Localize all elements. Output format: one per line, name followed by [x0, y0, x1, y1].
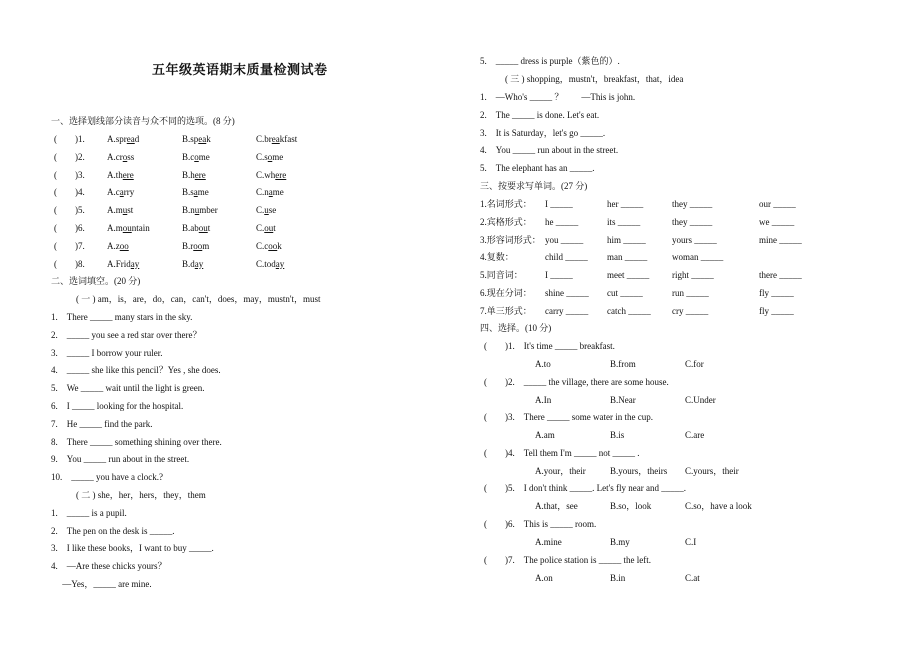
fill-in-item: 6. I _____ looking for the hospital. [51, 401, 184, 411]
word-part: C.br [256, 134, 272, 144]
word-part: C. [256, 223, 265, 233]
option-b [182, 241, 209, 252]
option-c [256, 205, 276, 216]
word-blank: I _____ [545, 199, 573, 209]
choice-question: ( )1. It's time _____ breakfast. [484, 341, 615, 351]
word-part: B.s [182, 187, 194, 198]
choice-option: C.so，have a look [685, 501, 752, 512]
fill-in-item: 1. There _____ many stars in the sky. [51, 312, 193, 322]
word-part: B.d [182, 258, 195, 269]
word-blank: I _____ [545, 270, 573, 281]
row-label: 3.形容词形式： [480, 234, 541, 245]
option-c [256, 187, 284, 198]
choice-option: A.that，see [535, 501, 578, 512]
question-number: ( )5. [54, 205, 85, 216]
word-part: A.th [107, 169, 123, 180]
word-part: C.c [256, 240, 269, 251]
choice-question: ( )6. This is _____ room. [484, 519, 597, 529]
word-blank: run _____ [672, 288, 709, 298]
underlined-letters: u [194, 205, 200, 216]
choice-option: A.your，their [535, 465, 586, 476]
word-part: ss [127, 151, 135, 162]
option-c [256, 241, 282, 252]
fill-in-item: 10. _____ you have a clock.? [51, 472, 163, 483]
choice-option: C.at [685, 572, 700, 583]
word-blank: child _____ [545, 252, 588, 263]
word-bank: ( 二 ) she，her，hers，they，them [76, 490, 206, 500]
word-part: me [272, 151, 284, 162]
choice-option: A.on [535, 572, 553, 583]
underlined-letters: a [268, 187, 273, 198]
underlined-letters: ou [264, 223, 274, 233]
word-blank: cry _____ [672, 305, 709, 316]
word-part: A.z [107, 240, 120, 251]
underlined-letters: ay [130, 258, 140, 269]
choice-option: B.is [610, 430, 625, 441]
word-part: B.r [182, 240, 194, 251]
fill-in-item: 4. You _____ run about in the street. [480, 145, 619, 156]
option-a [107, 223, 150, 234]
word-blank: they _____ [672, 216, 713, 227]
row-label: 6.现在分词： [480, 288, 532, 298]
option-a [107, 205, 133, 216]
option-c [256, 259, 284, 270]
choice-option: B.Near [610, 394, 636, 405]
underlined-letters: oo [119, 240, 129, 251]
word-blank: fly _____ [759, 305, 794, 316]
option-b [182, 134, 211, 145]
fill-in-item: 8. There _____ something shining over there. [51, 436, 222, 447]
underlined-letters: o [194, 151, 199, 162]
word-part: ntain [131, 223, 150, 233]
section-heading: 四、选择。(10 分) [480, 323, 552, 333]
word-part: A.cr [107, 151, 123, 162]
word-part: C.s [256, 151, 268, 162]
choice-option: B.yours，theirs [610, 465, 668, 476]
word-bank: ( 一 ) am，is，are，do，can，can't，does，may，mustn't，must [76, 294, 321, 304]
word-blank: you _____ [545, 234, 584, 245]
option-c [256, 134, 297, 145]
question-number: ( )8. [54, 258, 85, 269]
section-heading: 一、选择划线部分读音与众不同的选项。(8 分) [51, 116, 235, 126]
fill-in-item: 9. You _____ run about in the street. [51, 454, 190, 465]
question-number: ( )3. [54, 169, 85, 180]
fill-in-item: 3. _____ I borrow your ruler. [51, 347, 163, 358]
underlined-letters: ou [198, 223, 208, 233]
option-b [182, 187, 209, 198]
choice-option: C.yours，their [685, 465, 739, 476]
word-blank: our _____ [759, 199, 796, 209]
question-number: ( )7. [54, 240, 85, 251]
word-part: C. [256, 205, 265, 216]
section-heading: 三、按要求写单词。(27 分) [480, 181, 588, 191]
underlined-letters: a [119, 187, 124, 198]
word-part: B.n [182, 205, 195, 216]
word-blank: he _____ [545, 216, 579, 227]
fill-in-item: 1. —Who's _____ ？ —This is john. [480, 92, 636, 102]
fill-in-item: —Yes，_____ are mine. [51, 578, 152, 589]
choice-option: A.In [535, 394, 552, 405]
underlined-letters: oo [268, 240, 278, 251]
option-b [182, 170, 206, 181]
option-a [107, 187, 134, 198]
fill-in-item: 3. It is Saturday，let's go _____. [480, 127, 606, 138]
fill-in-item: 1. _____ is a pupil. [51, 508, 127, 518]
underlined-letters: ere [275, 169, 287, 180]
word-part: A.spr [107, 134, 127, 144]
word-part: C.wh [256, 169, 276, 180]
choice-question: ( )2. _____ the village, there are some house. [484, 376, 669, 387]
word-blank: fly _____ [759, 288, 794, 298]
word-part: C.tod [256, 258, 276, 269]
word-blank: mine _____ [759, 234, 802, 245]
word-part: se [268, 205, 277, 216]
fill-in-item: 2. The pen on the desk is _____. [51, 525, 175, 536]
word-blank: cut _____ [607, 288, 643, 298]
question-number: ( )4. [54, 187, 85, 198]
row-label: 5.同音词： [480, 270, 523, 281]
underlined-letters: a [193, 187, 198, 198]
word-blank: him _____ [607, 234, 646, 245]
word-part: me [198, 151, 210, 162]
fill-in-item: 5. _____ dress is purple（紫色的）. [480, 56, 620, 66]
word-part: k [277, 240, 282, 251]
option-b [182, 259, 203, 270]
choice-option: B.in [610, 572, 626, 583]
word-blank: carry _____ [545, 305, 589, 316]
word-part: me [197, 187, 209, 198]
option-a [107, 241, 129, 252]
underlined-letters: oo [193, 240, 203, 251]
fill-in-item: 2. The _____ is done. Let's eat. [480, 109, 600, 120]
choice-question: ( )5. I don't think _____. Let's fly near and _____. [484, 483, 686, 494]
word-blank: yours _____ [672, 234, 717, 245]
underlined-letters: ou [122, 223, 132, 233]
underlined-letters: ere [194, 169, 206, 180]
option-c [256, 223, 276, 234]
fill-in-item: 5. We _____ wait until the light is green. [51, 383, 205, 394]
fill-in-item: 3. I like these books，I want to buy _____. [51, 543, 214, 554]
fill-in-item: 7. He _____ find the park. [51, 418, 153, 429]
option-a [107, 170, 134, 181]
option-a [107, 134, 139, 145]
word-part: A.m [107, 223, 123, 233]
choice-option: A.am [535, 430, 555, 441]
word-part: t [207, 223, 211, 233]
word-part: k [206, 134, 211, 144]
choice-question: ( )3. There _____ some water in the cup. [484, 412, 653, 423]
word-part: C.n [256, 187, 269, 198]
word-part: rry [123, 187, 135, 198]
word-part: kfast [279, 134, 298, 144]
row-label: 1.名词形式： [480, 199, 532, 209]
word-part: st [127, 205, 134, 216]
word-part: me [272, 187, 284, 198]
word-part: B.sp [182, 134, 199, 144]
row-label: 7.单三形式： [480, 305, 532, 316]
option-b [182, 223, 210, 234]
question-number: ( )1. [54, 134, 85, 144]
underlined-letters: o [122, 151, 128, 162]
underlined-letters: u [122, 205, 128, 216]
option-b [182, 152, 210, 163]
choice-option: C.for [685, 359, 704, 369]
word-part: B.c [182, 151, 195, 162]
option-a [107, 259, 139, 270]
underlined-letters: ea [198, 134, 207, 144]
word-part: t [273, 223, 276, 233]
word-blank: they _____ [672, 199, 713, 209]
option-c [256, 152, 283, 163]
word-blank: her _____ [607, 199, 644, 209]
underlined-letters: u [264, 205, 269, 216]
word-part: A.m [107, 205, 123, 216]
word-blank: shine _____ [545, 288, 589, 298]
section-heading: 二、选词填空。(20 分) [51, 276, 141, 286]
choice-question: ( )4. Tell them I'm _____ not _____ . [484, 447, 640, 458]
word-blank: woman _____ [672, 252, 724, 263]
choice-option: B.from [610, 359, 636, 369]
word-blank: man _____ [607, 252, 648, 263]
choice-question: ( )7. The police station is _____ the left. [484, 554, 651, 565]
question-number: ( )2. [54, 151, 85, 162]
underlined-letters: ea [271, 134, 280, 144]
fill-in-item: 2. _____ you see a red star over there？ [51, 329, 202, 340]
underlined-letters: o [267, 151, 273, 162]
word-part: A.Frid [107, 258, 131, 269]
choice-option: A.to [535, 359, 551, 369]
underlined-letters: ay [194, 258, 204, 269]
word-part: d [134, 134, 140, 144]
word-part: A.c [107, 187, 120, 198]
word-blank: there _____ [759, 270, 802, 281]
choice-option: C.Under [685, 394, 716, 405]
option-a [107, 152, 134, 163]
question-number: ( )6. [54, 223, 85, 233]
option-b [182, 205, 218, 216]
row-label: 4.复数： [480, 252, 514, 263]
word-blank: catch _____ [607, 305, 651, 316]
choice-option: B.my [610, 537, 630, 547]
word-blank: its _____ [607, 216, 641, 227]
word-part: B.h [182, 169, 195, 180]
word-blank: we _____ [759, 216, 795, 227]
underlined-letters: ea [126, 134, 135, 144]
choice-option: A.mine [535, 537, 562, 547]
fill-in-item: 4. —Are these chicks yours？ [51, 561, 167, 572]
row-label: 2.宾格形式： [480, 216, 532, 227]
fill-in-item: 5. The elephant has an _____. [480, 163, 595, 174]
choice-option: C.I [685, 537, 697, 547]
word-part: B.ab [182, 223, 199, 233]
underlined-letters: ay [275, 258, 285, 269]
page-title: 五年级英语期末质量检测试卷 [152, 63, 328, 78]
word-bank: ( 三 ) shopping，mustn't，breakfast，that，idea [505, 74, 684, 84]
word-blank: right _____ [672, 270, 714, 281]
word-blank: meet _____ [607, 270, 650, 281]
fill-in-item: 4. _____ she like this pencil？Yes , she does. [51, 365, 221, 376]
word-part: m [202, 240, 210, 251]
choice-option: C.are [685, 430, 705, 441]
option-c [256, 170, 286, 181]
choice-option: B.so，look [610, 501, 652, 512]
underlined-letters: ere [122, 169, 134, 180]
word-part: mber [199, 205, 218, 216]
